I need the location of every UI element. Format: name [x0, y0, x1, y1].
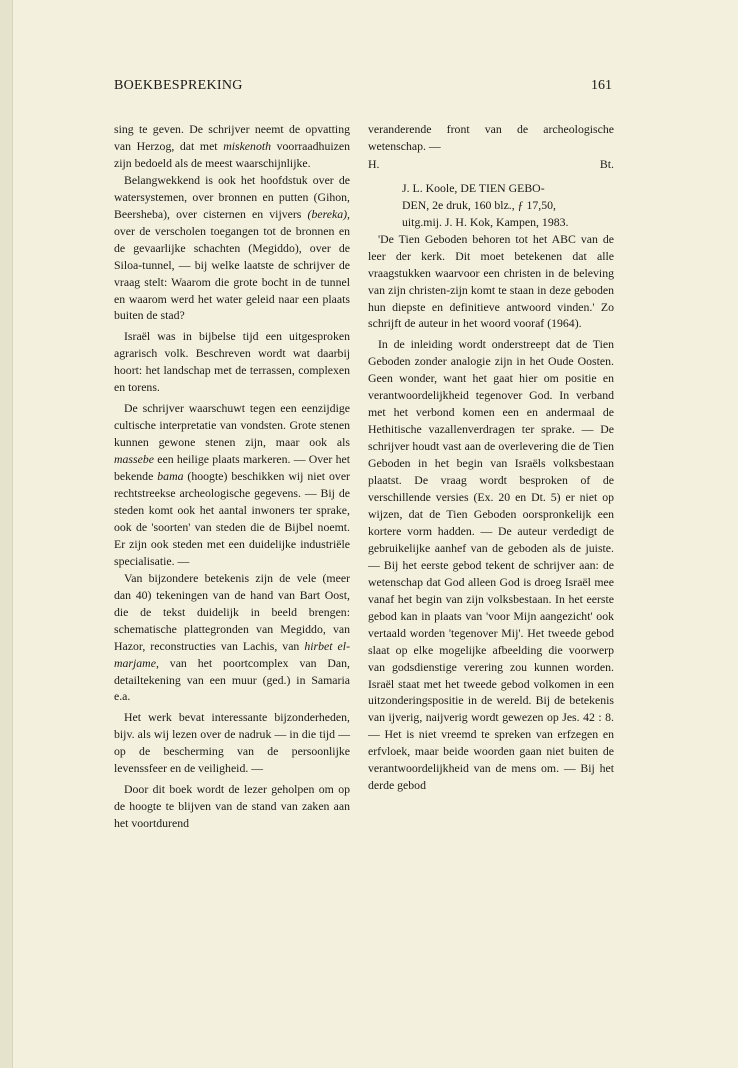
reviewer-signature [368, 156, 614, 173]
paragraph: Van bijzondere betekenis zijn de vele (meer dan 40) tekeningen van de hand van Bart Oost, die de tekst duidelijk in beeld brengen: schematische plattegronden van Megiddo, van Hazor, reconstructies van Lachis, van hirbet el-marjame, van het poortcomplex van Dan, detailtekening van een muur (ged.) in Samaria e.a. [114, 570, 350, 704]
paragraph: veranderende front van de archeologische wetenschap. — [368, 122, 614, 153]
paragraph: sing te geven. De schrijver neemt de opvatting van Herzog, dat met miskenoth voorraadhuizen zijn bedoeld als de meest waarschijnlijke. [114, 122, 350, 170]
paragraph: Israël was in bijbelse tijd een uitgesproken agrarisch volk. Beschreven wordt wat daarbij hoort: het landschap met de terrassen, complexen en torens. [114, 329, 350, 395]
right-column [368, 121, 614, 794]
signature-abbreviation: Bt. [599, 156, 614, 171]
signature-initial: H. [368, 156, 380, 171]
paragraph: Het werk bevat interessante bijzonderheden, bijv. als wij lezen over de nadruk — in die tijd — op de bescherming van de persoonlijke levenssfeer en de veiligheid. — [114, 710, 350, 776]
page-gutter [0, 0, 12, 1068]
paragraph: 'De Tien Geboden behoren tot het ABC van de leer der kerk. Dit moet betekenen dat alle vraagstukken waarvoor een christen in de beleving van zijn christen-zijn komt te staan in deze geboden hun diepste en definitieve antwoord vinden.' Zo schrijft de auteur in het woord vooraf (1964). [368, 231, 614, 331]
book-citation: J. L. Koole, DE TIEN GEBO- DEN, 2e druk, 160 blz., ƒ 17,50, uitg.mij. J. H. Kok, Kampen, 1983. [402, 180, 569, 229]
left-column [114, 121, 350, 832]
paragraph: De schrijver waarschuwt tegen een eenzijdige cultische interpretatie van vondsten. Grote stenen kunnen gewone stenen zijn, maar ook als massebe een heilige plaats markeren. — Over het bekende bama (hoogte) beschikken wij niet over rechtstreekse archeologische gegevens. — Bij de steden komt ook het aantal inwoners ter sprake, ook de 'soorten' van steden die de Bijbel noemt. Er zijn ook steden met een duidelijke industriële specialisatie. — [114, 401, 350, 568]
paragraph: In de inleiding wordt onderstreept dat de Tien Geboden zonder analogie zijn in het Oude Oosten. Geen wonder, want het gaat hier om positie en verantwoordelijkheid tegenover God. In verband met het verbond komen een en andermaal de Hethitische vazallenverdragen ter sprake. — De schrijver houdt vast aan de overlevering die de Tien Geboden in het begin van Israëls volksbestaan plaatst. De vraag wordt besproken of de verschillende versies (Ex. 20 en Dt. 5) er niet op wijzen, dat de Tien Geboden oorspronkelijk een kortere vorm hadden. — De auteur verdedigt de gebruikelijke aanhef van de geboden als de juiste. — Bij het eerste gebod tekent de schrijver aan: de wetenschap dat God alleen God is droeg Israël mee vanaf het begin van zijn volksbestaan. In het eerste gebod kan in plaats van 'voor Mijn aangezicht' ook vertaald worden 'tegenover Mij'. Het tweede gebod slaat op elke mogelijke afbeelding die voorwerp van godsdienstige verering zou kunnen worden. Israël staat met het tweede gebod volkomen in een uitzonderingspositie in de wereld. Bij de betekenis van ijverig, naijverig wordt gewezen op Jes. 42 : 8. — Het is niet vreemd te spreken van erfzegen en erfvloek, maar beide woorden gaan niet buiten de verantwoordelijkheid van de mens om. — Bij het derde gebod [368, 337, 614, 793]
running-head: BOEKBESPREKING [114, 78, 243, 93]
page-number: 161 [591, 78, 612, 93]
gutter-line [12, 0, 13, 1068]
paragraph: Door dit boek wordt de lezer geholpen om op de hoogte te blijven van de stand van zaken aan het voortdurend [114, 782, 350, 831]
paragraph: Belangwekkend is ook het hoofdstuk over de watersystemen, over bronnen en putten (Gihon, Beersheba), over cisternen en vijvers (bereka), over de verscholen toegangen tot de bronnen en de gevaarlijke schachten (Megiddo), over de Siloa-tunnel, — bij welke laatste de schrijver de vraag stelt: Waarom die grote bocht in de tunnel en waarom werd het water geleid naar een plaats buiten de stad? [114, 172, 350, 323]
page-header [114, 78, 612, 98]
